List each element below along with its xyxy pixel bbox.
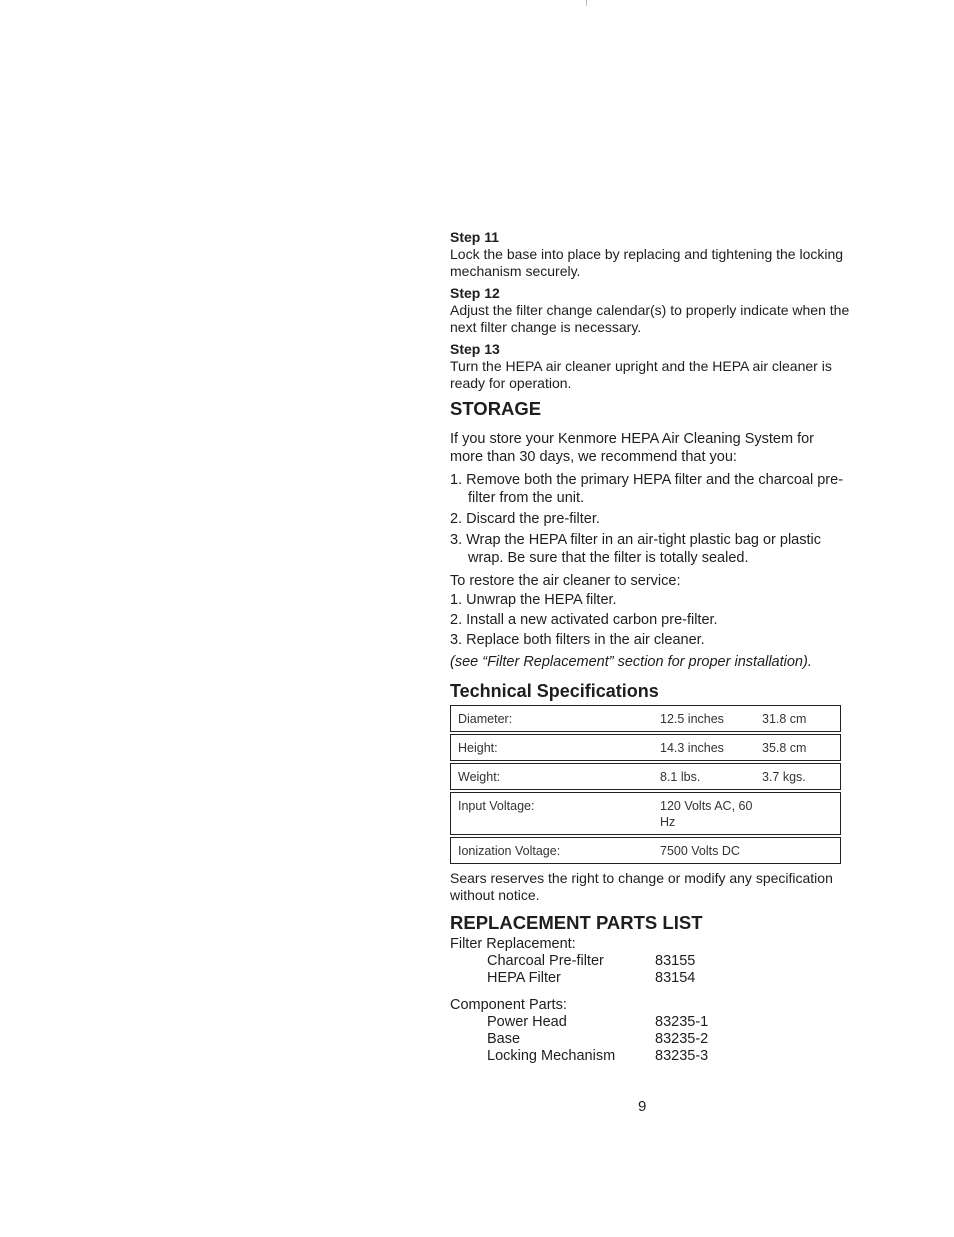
spec-disclaimer: Sears reserves the right to change or modify any specification without notice. [450,870,833,903]
step-text: Adjust the filter change calendar(s) to properly indicate when the next filter change is necessary. [450,302,850,335]
parts-group-heading: Component Parts: [450,997,567,1013]
spec-value: 14.3 inches [660,735,762,761]
list-item: 3. Wrap the HEPA filter in an air-tight plastic bag or plastic wrap. Be sure that the filter is totally sealed. [450,532,821,566]
spec-value-metric [762,793,841,835]
part-name: Locking Mechanism [487,1048,616,1064]
spec-label: Diameter: [451,706,661,732]
parts-heading: REPLACEMENT PARTS LIST [450,912,703,933]
spec-label: Weight: [451,764,661,790]
storage-intro: If you store your Kenmore HEPA Air Cleaning System for more than 30 days, we recommend that you: [450,431,815,465]
storage-list [450,471,850,567]
tech-specs-heading: Technical Specifications [450,681,659,701]
list-item: 1. Remove both the primary HEPA filter and the charcoal pre-filter from the unit. [450,472,844,506]
step-text: Lock the base into place by replacing and tightening the locking mechanism securely. [450,246,844,279]
spec-label: Input Voltage: [451,793,661,835]
specs-table [450,705,841,864]
restore-intro: To restore the air cleaner to service: [450,573,681,589]
spec-value: 120 Volts AC, 60 Hz [660,793,762,835]
list-item: 2. Discard the pre-filter. [450,511,600,527]
part-number: 83235-3 [655,1048,709,1064]
spec-value-metric: 31.8 cm [762,706,841,732]
table-row [451,706,841,732]
parts-group-components [450,997,850,1065]
step-text: Turn the HEPA air cleaner upright and the HEPA air cleaner is ready for operation. [450,358,832,391]
part-number: 83235-1 [655,1014,709,1030]
step-title: Step 12 [450,285,500,301]
part-name: Base [487,1031,521,1047]
list-item [450,953,850,970]
list-item [450,1048,850,1065]
storage-heading: STORAGE [450,398,542,419]
part-number: 83235-2 [655,1031,709,1047]
page-content [450,229,850,1075]
spec-value: 7500 Volts DC [660,838,762,864]
step-title: Step 13 [450,341,500,357]
table-row [451,838,841,864]
spec-label: Ionization Voltage: [451,838,661,864]
part-name: Power Head [487,1014,567,1030]
table-row [451,735,841,761]
list-item [450,1014,850,1031]
list-item: 2. Install a new activated carbon pre-filter. [450,612,718,628]
table-row [451,764,841,790]
list-item [450,1031,850,1048]
part-name: HEPA Filter [487,970,561,986]
step-12 [450,285,850,336]
part-name: Charcoal Pre-filter [487,953,604,969]
table-row [451,793,841,835]
spec-value-metric [762,838,841,864]
spec-value: 8.1 lbs. [660,764,762,790]
step-title: Step 11 [450,229,500,245]
part-number: 83154 [655,970,696,986]
spec-value-metric: 3.7 kgs. [762,764,841,790]
step-13 [450,341,850,392]
list-item [450,970,850,987]
parts-group-heading: Filter Replacement: [450,936,576,952]
list-item: 1. Unwrap the HEPA filter. [450,592,617,608]
scan-mark [586,0,587,6]
installation-note: (see “Filter Replacement” section for proper installation). [450,654,812,670]
step-11 [450,229,850,280]
page-number: 9 [638,1098,647,1115]
spec-label: Height: [451,735,661,761]
spec-value-metric: 35.8 cm [762,735,841,761]
spec-value: 12.5 inches [660,706,762,732]
part-number: 83155 [655,953,696,969]
parts-group-filters [450,936,850,987]
list-item: 3. Replace both filters in the air cleaner. [450,632,705,648]
restore-list [450,591,850,649]
